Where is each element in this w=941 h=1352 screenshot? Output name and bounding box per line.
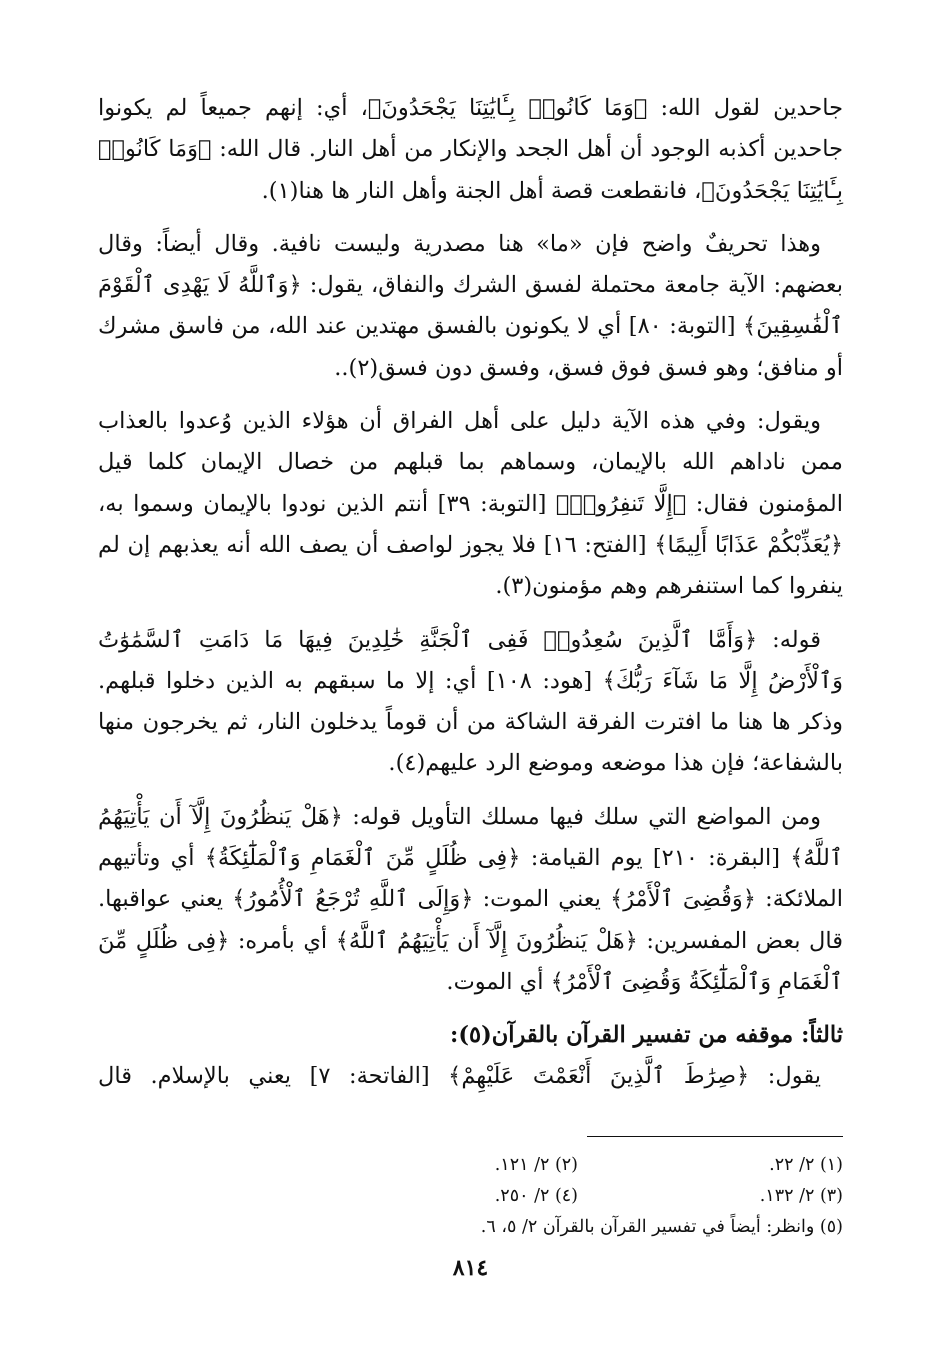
footnote-4: (٤) ٢/ ٢٥٠.: [494, 1186, 578, 1206]
page-body: [98, 88, 843, 1097]
paragraph-2: وهذا تحريفٌ واضح فإن «ما» هنا مصدرية وليست نافية. وقال أيضاً: وقال بعضهم: الآية جامعة محتملة لفسق الشرك والنفاق، يقول: ﴿وَٱللَّهُ لَا يَهْدِى ٱلْقَوْمَ ٱلْفَٰسِقِينَ﴾ [التوبة: ٨٠] أي لا يكونون بالفسق مهتدين عند الله، من فاسق مشرك أو منافق؛ وهو فسق فوق فسق، وفسق دون فسق(٢)..: [98, 230, 844, 381]
footnote-2: (٢) ٢/ ١٢١.: [494, 1155, 578, 1175]
paragraph-6: يقول: ﴿صِرَٰطَ ٱلَّذِينَ أَنْعَمْتَ عَلَيْهِمْ﴾ [الفاتحة: ٧] يعني بالإسلام. قال: [98, 1063, 821, 1090]
footnotes: [313, 1150, 843, 1243]
paragraph-1: جاحدين لقول الله: ﴿وَمَا كَانُوا۟ بِـَٔايَٰتِنَا يَجْحَدُونَ﴾، أي: إنهم جميعاً لم يكونوا جاحدين أكذبه الوجود أن أهل الجحد والإنكار من أهل النار. قال الله: ﴿وَمَا كَانُوا۟ بِـَٔايَٰتِنَا يَجْحَدُونَ﴾، فانقطعت قصة أهل الجنة وأهل النار ها هنا(١).: [98, 95, 843, 204]
footnote-1: (١) ٢/ ٢٢.: [769, 1155, 843, 1175]
footnote-5: (٥) وانظر: أيضاً في تفسير القرآن بالقرآن ٢/ ٥، ٦.: [480, 1217, 843, 1237]
footnote-divider: [587, 1136, 843, 1137]
paragraph-5: ومن المواضع التي سلك فيها مسلك التأويل قوله: ﴿هَلْ يَنظُرُونَ إِلَّآ أَن يَأْتِيَهُمُ ٱللَّهُ﴾ [البقرة: ٢١٠] يوم القيامة: ﴿فِى ظُلَلٍ مِّنَ ٱلْغَمَامِ وَٱلْمَلَٰٓئِكَةُ﴾ أي وتأتيهم الملائكة: ﴿وَقُضِىَ ٱلْأَمْرُ﴾ يعني الموت: ﴿وَإِلَى ٱللَّهِ تُرْجَعُ ٱلْأُمُورُ﴾ يعني عواقبها. قال بعض المفسرين: ﴿هَلْ يَنظُرُونَ إِلَّآ أَن يَأْتِيَهُمُ ٱللَّهُ﴾ أي بأمره: ﴿فِى ظُلَلٍ مِّنَ ٱلْغَمَامِ وَٱلْمَلَٰٓئِكَةُ وَقُضِىَ ٱلْأَمْرُ﴾ أي الموت.: [98, 803, 843, 995]
footnote-row-2: [313, 1181, 843, 1212]
section-heading: ثالثاً: موقفه من تفسير القرآن بالقرآن(٥):: [450, 1022, 843, 1049]
footnote-3: (٣) ٢/ ١٣٢.: [759, 1186, 843, 1206]
page-number: ٨١٤: [452, 1255, 489, 1281]
paragraph-4: قوله: ﴿وَأَمَّا ٱلَّذِينَ سُعِدُوا۟ فَفِى ٱلْجَنَّةِ خَٰلِدِينَ فِيهَا مَا دَامَتِ ٱلسَّمَٰوَٰتُ وَٱلْأَرْضُ إِلَّا مَا شَآءَ رَبُّكَ﴾ [هود: ١٠٨] أي: إلا ما سبقهم به الذين دخلوا قبلهم. وذكر ها هنا ما افترت الفرقة الشاكة من أن قوماً يدخلون النار، ثم يخرجون منها بالشفاعة؛ فإن هذا موضعه وموضع الرد عليهم(٤).: [98, 626, 843, 777]
paragraph-3: ويقول: وفي هذه الآية دليل على أهل الفراق أن هؤلاء الذين وُعدوا بالعذاب ممن ناداهم الله بالإيمان، وسماهم بما قبلهم من خصال الإيمان كلما قيل المؤمنون فقال: ﴿إِلَّا تَنفِرُوا۟﴾ [التوبة: ٣٩] أنتم الذين نودوا بالإيمان وسموا به، ﴿يُعَذِّبْكُمْ عَذَابًا أَلِيمًا﴾ [الفتح: ١٦] فلا يجوز لواصف أن يصف الله أنه يعذبهم إن لم ينفروا كما استنفرهم وهم مؤمنون(٣).: [98, 408, 844, 600]
footnote-row-1: [313, 1150, 843, 1181]
